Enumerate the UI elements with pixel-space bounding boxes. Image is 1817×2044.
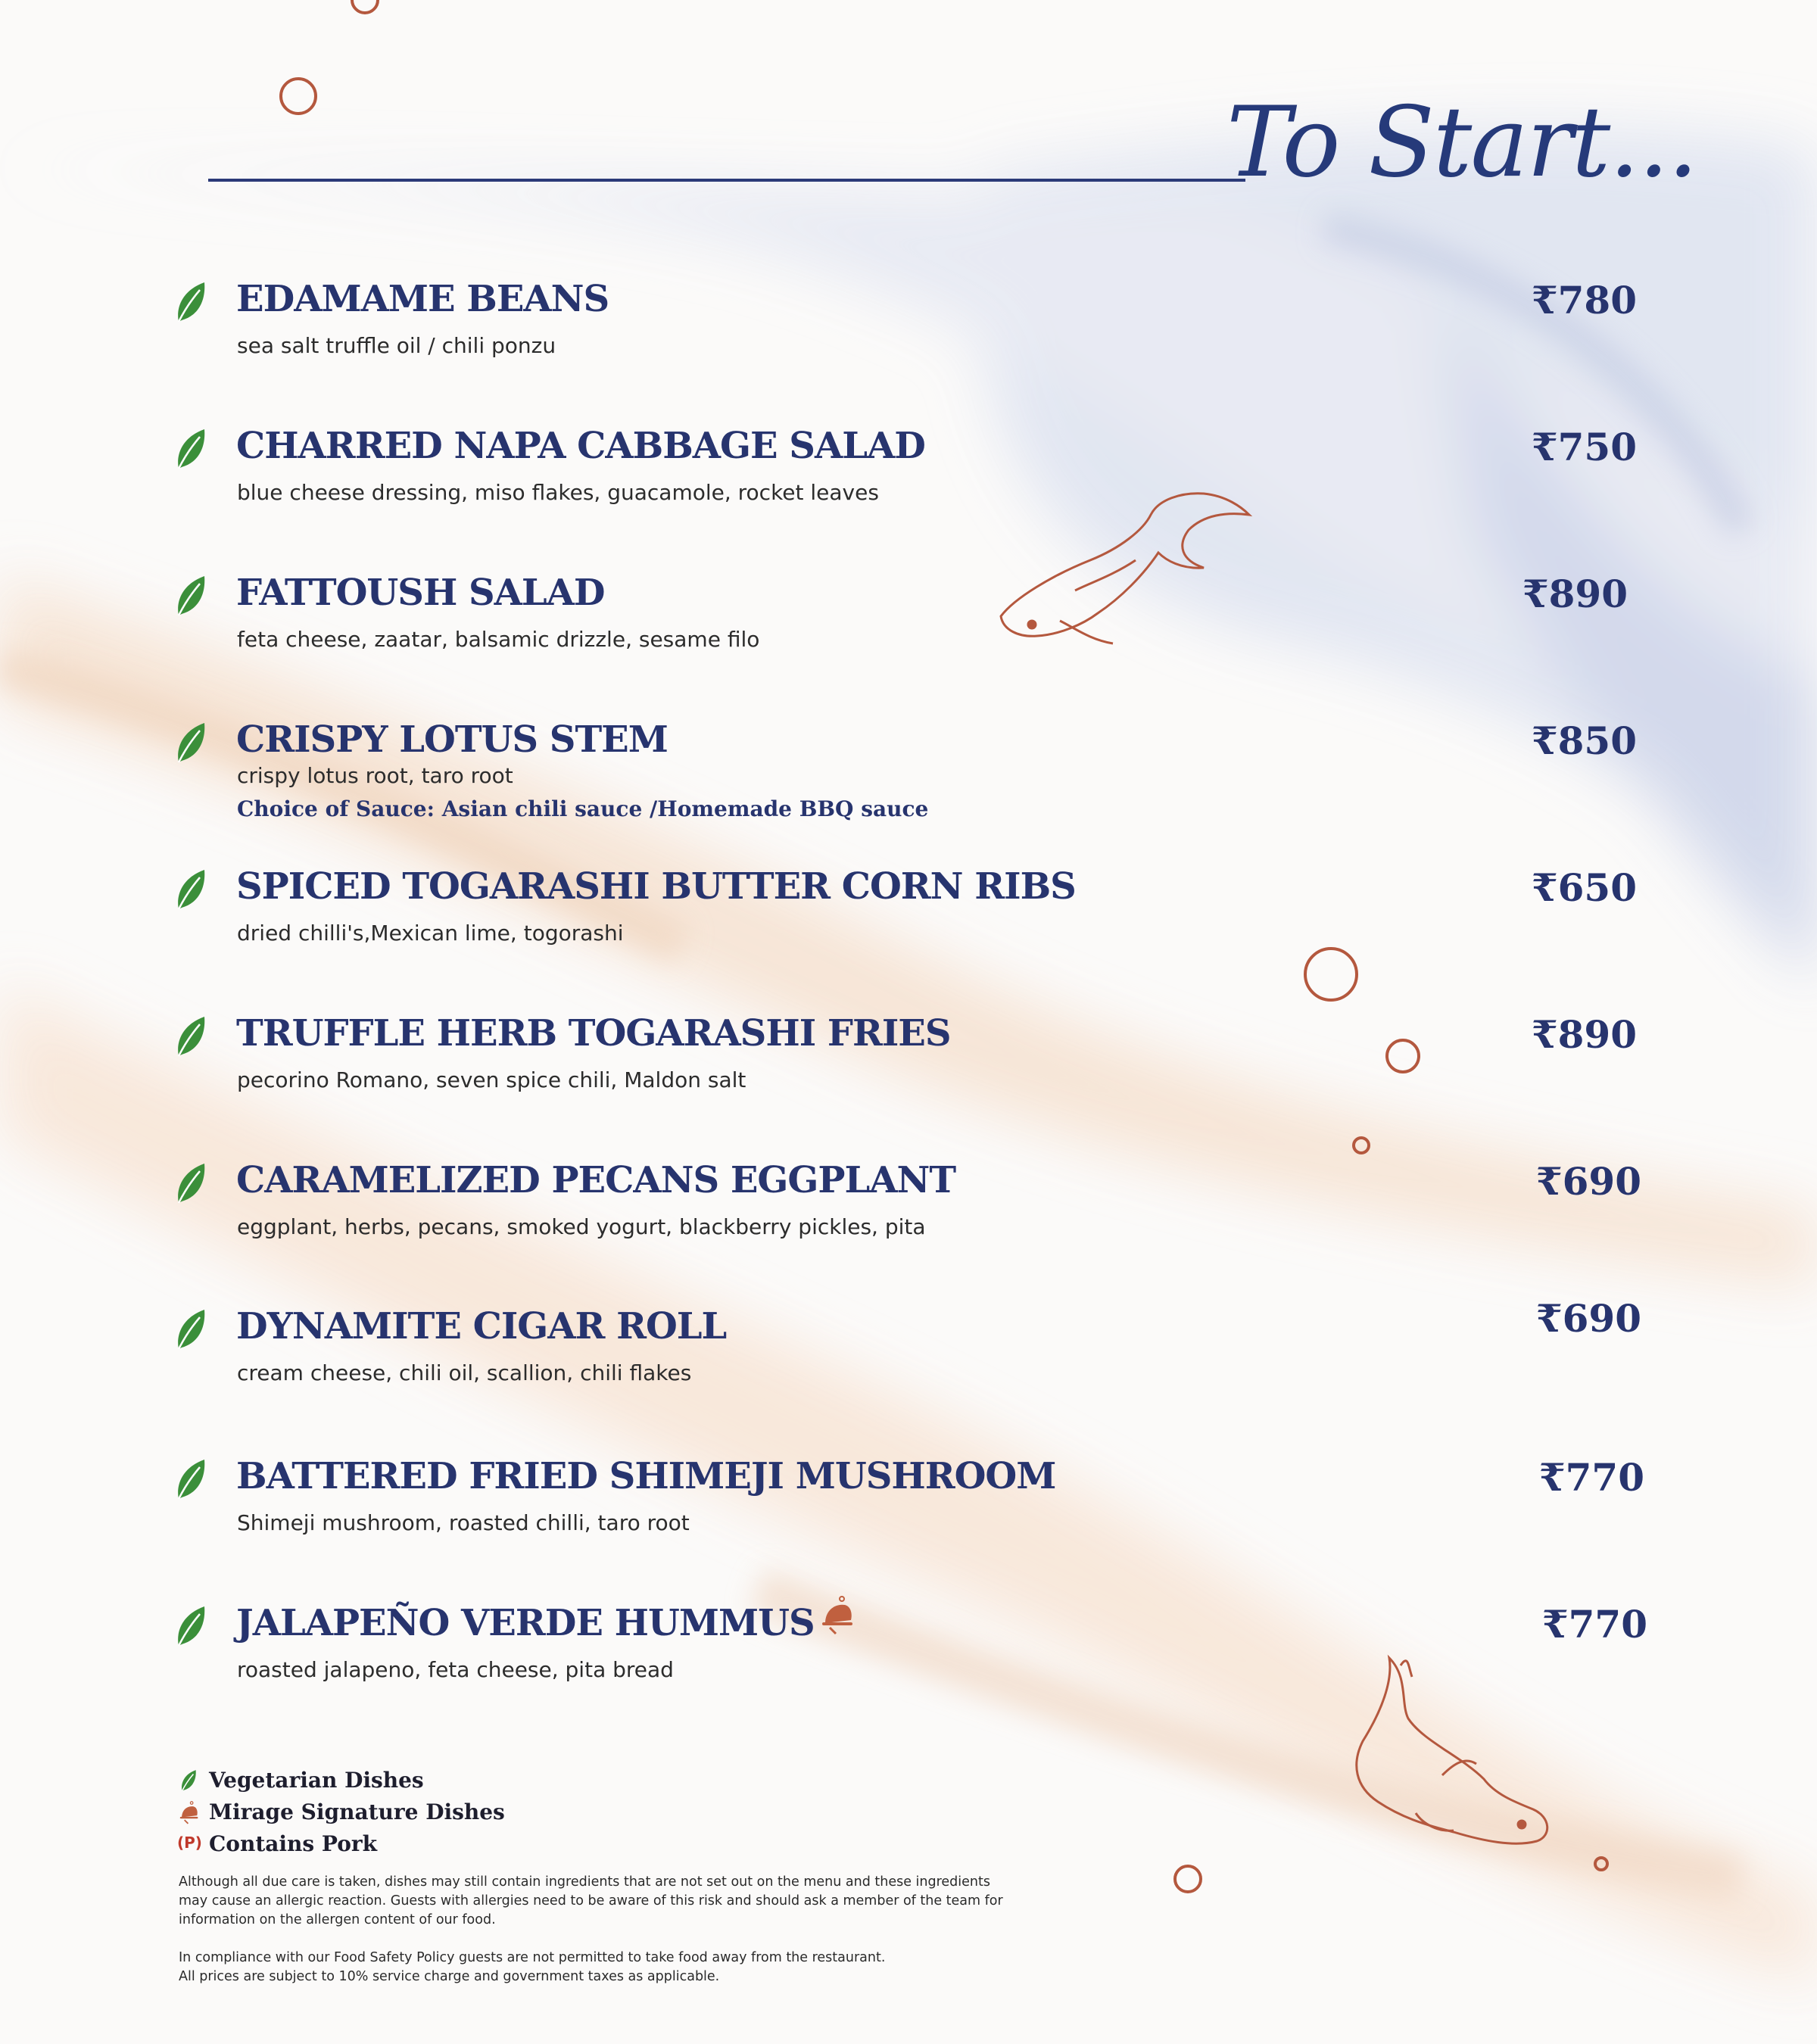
item-description: eggplant, herbs, pecans, smoked yogurt, blackberry pickles, pita xyxy=(237,1214,926,1239)
item-description: sea salt truffle oil / chili ponzu xyxy=(237,333,556,358)
item-name: JALAPEÑO VERDE HUMMUS xyxy=(236,1602,815,1644)
legend-label: Contains Pork xyxy=(209,1831,378,1856)
item-name: CRISPY LOTUS STEM xyxy=(236,718,668,761)
signature-cloche-icon xyxy=(819,1594,854,1635)
vegetarian-leaf-icon xyxy=(174,1307,207,1352)
item-price: ₹750 xyxy=(1531,425,1637,469)
vegetarian-leaf-icon xyxy=(174,573,207,618)
item-description: blue cheese dressing, miso flakes, guacamole, rocket leaves xyxy=(237,480,879,505)
item-price: ₹690 xyxy=(1535,1296,1641,1341)
vegetarian-leaf-icon xyxy=(174,1457,207,1502)
item-description: dried chilli's,Mexican lime, togorashi xyxy=(237,921,624,946)
item-name: SPICED TOGARASHI BUTTER CORN RIBS xyxy=(236,865,1076,908)
item-price: ₹890 xyxy=(1522,572,1628,616)
vegetarian-leaf-icon xyxy=(174,1014,207,1059)
pork-mark: (P) xyxy=(177,1834,202,1852)
item-name: FATTOUSH SALAD xyxy=(236,572,605,614)
item-price: ₹690 xyxy=(1535,1159,1641,1204)
item-name: CARAMELIZED PECANS EGGPLANT xyxy=(236,1159,956,1201)
policy-note: In compliance with our Food Safety Policy guests are not permitted to take food away from the restaurant. xyxy=(179,1950,886,1965)
item-description: feta cheese, zaatar, balsamic drizzle, sesame filo xyxy=(237,627,760,652)
item-description: roasted jalapeno, feta cheese, pita bread xyxy=(237,1657,674,1682)
signature-cloche-icon xyxy=(177,1800,200,1824)
item-name: BATTERED FRIED SHIMEJI MUSHROOM xyxy=(236,1455,1056,1497)
vegetarian-leaf-icon xyxy=(174,1603,207,1649)
item-name-row xyxy=(236,1599,854,1647)
item-price: ₹770 xyxy=(1541,1602,1647,1647)
vegetarian-leaf-icon xyxy=(174,720,207,765)
item-description: Shimeji mushroom, roasted chilli, taro root xyxy=(237,1510,690,1535)
vegetarian-leaf-icon xyxy=(174,426,207,472)
item-price: ₹770 xyxy=(1538,1455,1644,1500)
legend-label: Vegetarian Dishes xyxy=(209,1768,424,1793)
item-price: ₹890 xyxy=(1531,1012,1637,1057)
item-description: pecorino Romano, seven spice chili, Maldon salt xyxy=(237,1067,746,1092)
vegetarian-leaf-icon xyxy=(174,279,207,325)
item-price: ₹780 xyxy=(1531,278,1637,322)
item-description: cream cheese, chili oil, scallion, chili flakes xyxy=(237,1360,692,1385)
service-charge-note: All prices are subject to 10% service charge and government taxes as applicable. xyxy=(179,1969,720,1984)
item-name: DYNAMITE CIGAR ROLL xyxy=(236,1305,727,1348)
item-price: ₹850 xyxy=(1531,718,1637,763)
vegetarian-leaf-icon xyxy=(177,1768,200,1793)
item-name: TRUFFLE HERB TOGARASHI FRIES xyxy=(236,1012,951,1055)
allergy-disclaimer: Although all due care is taken, dishes may still contain ingredients that are not set out on the menu and these ingredients may cause an allergic reaction. Guests with allergies need to be aware of this risk and should ask a member of the team for information on the allergen content of our food. xyxy=(179,1874,1003,1927)
legend-label: Mirage Signature Dishes xyxy=(209,1799,505,1824)
header-divider-line xyxy=(208,179,1245,182)
section-title: To Start... xyxy=(1226,86,1697,199)
vegetarian-leaf-icon xyxy=(174,1161,207,1206)
item-name: CHARRED NAPA CABBAGE SALAD xyxy=(236,425,925,467)
item-name: EDAMAME BEANS xyxy=(236,278,609,320)
sauce-choice-note: Choice of Sauce: Asian chili sauce /Homemade BBQ sauce xyxy=(237,796,929,821)
vegetarian-leaf-icon xyxy=(174,867,207,912)
item-price: ₹650 xyxy=(1531,865,1637,910)
item-description: crispy lotus root, taro root xyxy=(237,763,513,788)
